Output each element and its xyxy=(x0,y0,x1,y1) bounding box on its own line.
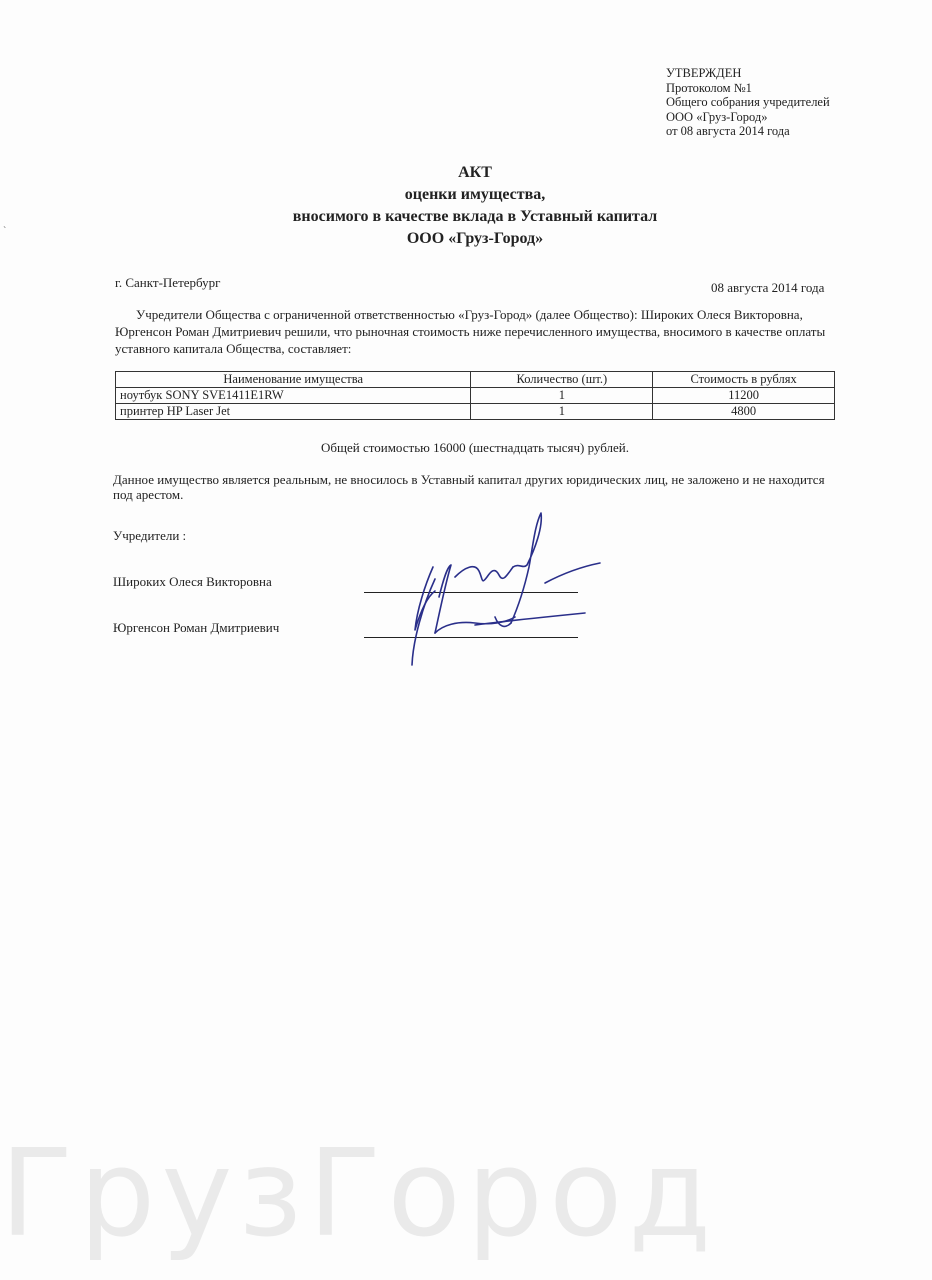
cell-cost: 4800 xyxy=(653,404,835,420)
place-of-signing: г. Санкт-Петербург xyxy=(115,275,221,290)
approval-stamp-block xyxy=(666,66,830,139)
table-row xyxy=(116,404,835,420)
founders-label: Учредители : xyxy=(113,528,187,543)
property-statement: Данное имущество является реальным, не вносилось в Уставный капитал других юридических лиц, не заложено и не находится под арестом. xyxy=(113,472,825,502)
column-header-qty: Количество (шт.) xyxy=(471,372,653,388)
title-line: оценки имущества, xyxy=(404,186,546,203)
cell-name: ноутбук SONY SVE1411E1RW xyxy=(116,388,471,404)
title-line: АКТ xyxy=(458,164,492,181)
column-header-cost: Стоимость в рублях xyxy=(653,372,835,388)
cell-qty: 1 xyxy=(471,404,653,420)
column-header-name: Наименование имущества xyxy=(116,372,471,388)
founder-name: Широких Олеся Викторовна xyxy=(113,574,272,589)
title-line: ООО «Груз-Город» xyxy=(406,230,544,247)
title-line: вносимого в качестве вклада в Уставный капитал xyxy=(292,208,658,225)
approval-line: Протоколом №1 xyxy=(666,80,752,95)
document-date: 08 августа 2014 года xyxy=(711,280,825,295)
handwritten-signature xyxy=(395,505,615,675)
cell-cost: 11200 xyxy=(653,388,835,404)
approval-line: от 08 августа 2014 года xyxy=(666,124,790,139)
watermark: ГрузГород xyxy=(0,1125,718,1264)
approval-line: УТВЕРЖДЕН xyxy=(666,66,742,80)
intro-paragraph xyxy=(115,306,845,357)
total-value: Общей стоимостью 16000 (шестнадцать тысяч) рублей. xyxy=(320,440,630,455)
assets-table xyxy=(115,371,835,420)
founder-name: Юргенсон Роман Дмитриевич xyxy=(113,620,280,635)
document-title xyxy=(200,162,750,250)
table-header-row xyxy=(116,372,835,388)
scan-edge-mark: ` xyxy=(3,226,7,237)
approval-line: Общего собрания учредителей xyxy=(666,95,830,110)
cell-name: принтер HP Laser Jet xyxy=(116,404,471,420)
cell-qty: 1 xyxy=(471,388,653,404)
table-row xyxy=(116,388,835,404)
intro-text: Учредители Общества с ограниченной ответственностью «Груз-Город» (далее Общество): Широких Олеся Викторовна, Юргенсон Роман Дмитриевич решили, что рыночная стоимость ниже перечисленного имущества, вносимого в качестве оплаты уставного капитала Общества, составляет: xyxy=(115,307,826,356)
approval-line: ООО «Груз-Город» xyxy=(666,109,768,124)
